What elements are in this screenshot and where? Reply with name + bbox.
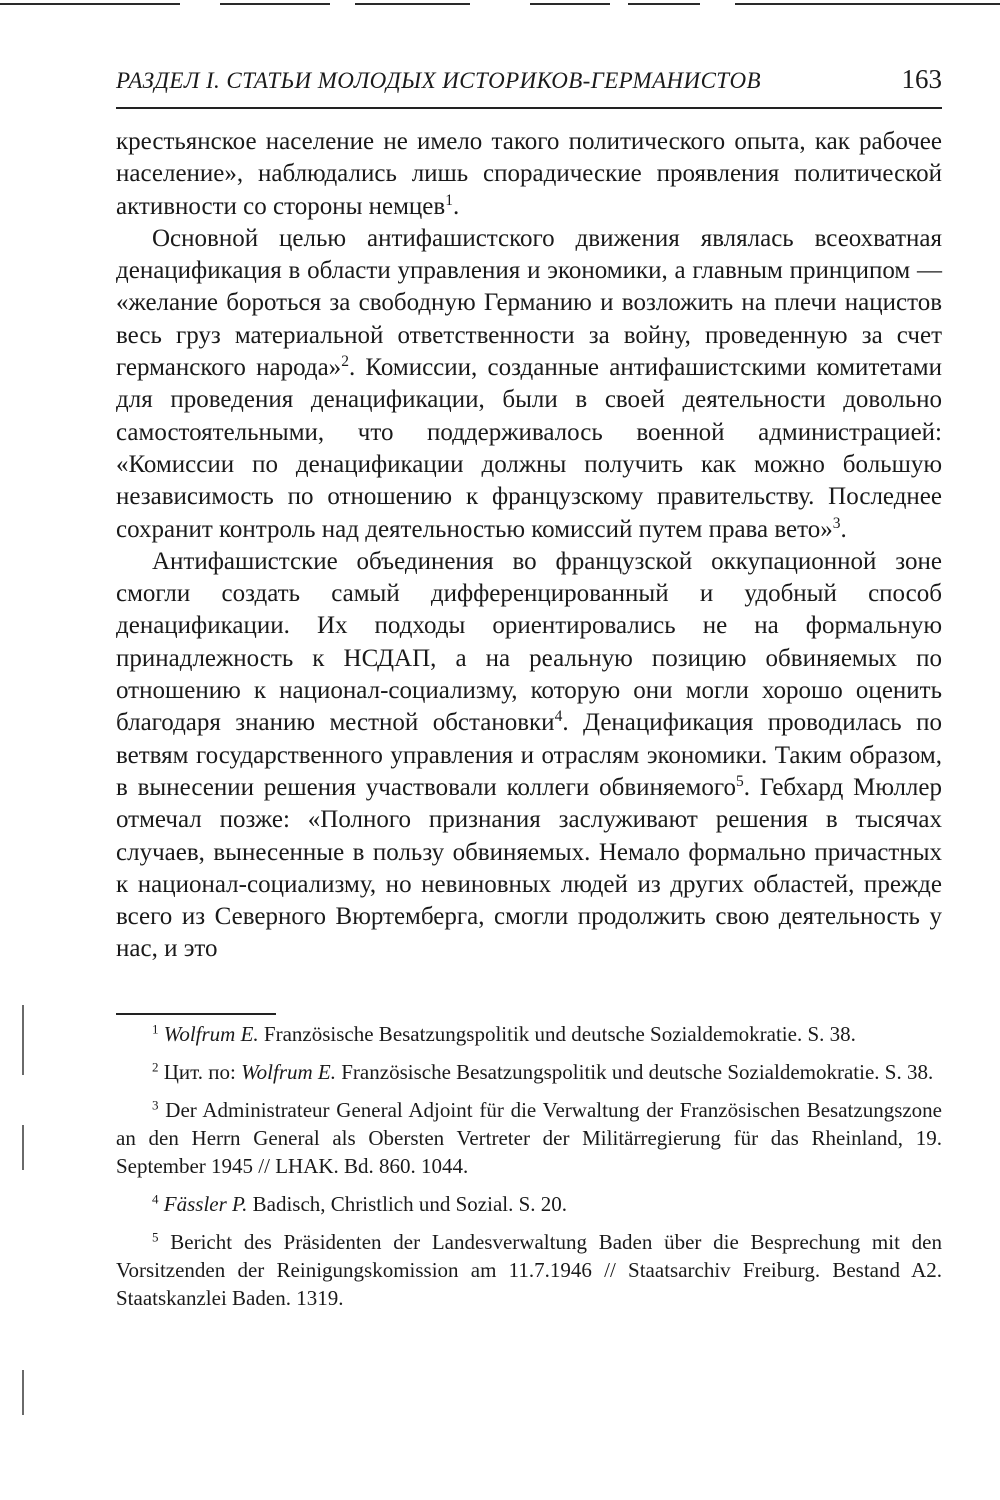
paragraph-3: Антифашистские объединения во французской оккупационной зоне смогли создать самый дифференцированный и удобный способ денацификации. Их подходы ориентировались не на формальную принадлежность к НСДАП, а на реальную позицию обвиняемых по отношению к национал-социализму, которую они могли хорошо оценить благодаря знанию местной обстановки$^4$. Денацификация проводилась по ветвям государственного управления и отраслям экономики. Таким образом, в вынесении решения участвовали коллеги обвиняемого$^5$. Гебхард Мюллер отмечал позже: «Полного признания заслуживают решения в тысячах случаев, вынесенные в пользу обвиняемых. Немало формально причастных к национал-социализму, но невиновных людей из других областей, прежде всего из Северного Вюртемберга, смогли продолжить свою деятельность у нас, и это xyxy=(116,547,942,963)
footnote-ref-3[interactable]: 3 xyxy=(832,514,841,532)
footnote-ref-1[interactable]: 1 xyxy=(445,191,453,209)
header-rule xyxy=(116,107,942,109)
footnote-ref-5[interactable]: 5 xyxy=(735,772,744,790)
footnote-5: $^5$ Bericht des Präsidenten der Landesverwaltung Baden über die Besprechung mit den Vorsitzenden der Reinigungskomission am 11.7.1946 // Staatsarchiv Freiburg. Bestand A2. Staatskanzlei Baden. 1319. xyxy=(116,1229,943,1310)
paragraph-1: крестьянское население не имело такого политического опыта, как рабочее население», наблюдались лишь спорадические проявления политической активности со стороны немцев$^1$. xyxy=(116,128,942,220)
footnote-author: Wolfrum E. xyxy=(241,1060,336,1084)
scan-margin-mark xyxy=(22,1005,24,1075)
footnote-2: $^2$ Цит. по: Wolfrum E. Französische Besatzungspolitik und deutsche Sozialdemokratie. S. 38. xyxy=(152,1059,934,1084)
footnotes xyxy=(116,1020,942,1322)
running-header xyxy=(116,64,942,104)
page-number: 163 xyxy=(901,64,942,94)
footnote-1: $^1$ Wolfrum E. Französische Besatzungspolitik und deutsche Sozialdemokratie. S. 38. xyxy=(152,1021,856,1046)
scan-top-edge xyxy=(0,0,1000,8)
running-title: РАЗДЕЛ I. СТАТЬИ МОЛОДЫХ ИСТОРИКОВ-ГЕРМАНИСТОВ xyxy=(116,68,761,93)
footnote-separator xyxy=(116,1013,276,1015)
footnote-ref-4[interactable]: 4 xyxy=(554,708,563,726)
footnote-ref-2[interactable]: 2 xyxy=(341,353,349,371)
main-text xyxy=(116,126,942,966)
footnote-author: Wolfrum E. xyxy=(163,1022,259,1046)
scan-margin-mark xyxy=(22,1125,24,1170)
footnote-author: Fässler P. xyxy=(163,1192,248,1216)
scan-margin-mark xyxy=(22,1370,24,1415)
paragraph-2: Основной целью антифашистского движения являлась всеохватная денацификация в области управления и экономики, а главным принципом — «желание бороться за свободную Германию и возложить на плечи нацистов весь груз материальной ответственности за войну, проведенную за счет германского народа»$^2$. Комиссии, созданные антифашистскими комитетами для проведения денацификации, были в своей деятельности довольно самостоятельными, что поддерживалось военной администрацией: «Комиссии по денацификации должны получить как можно большую независимость по отношению к французскому правительству. Последнее сохранит контроль над деятельностью комиссий путем права вето»$^3$. xyxy=(116,224,942,543)
footnote-4: $^4$ Fässler P. Badisch, Christlich und Sozial. S. 20. xyxy=(152,1191,568,1216)
footnote-3: $^3$ Der Administrateur General Adjoint für die Verwaltung der Französischen Besatzungszone an den Herrn General als Obersten Vertreter der Militärregierung für das Rheinland, 19. September 1945 // LHAK. Bd. 860. 1044. xyxy=(116,1097,943,1178)
